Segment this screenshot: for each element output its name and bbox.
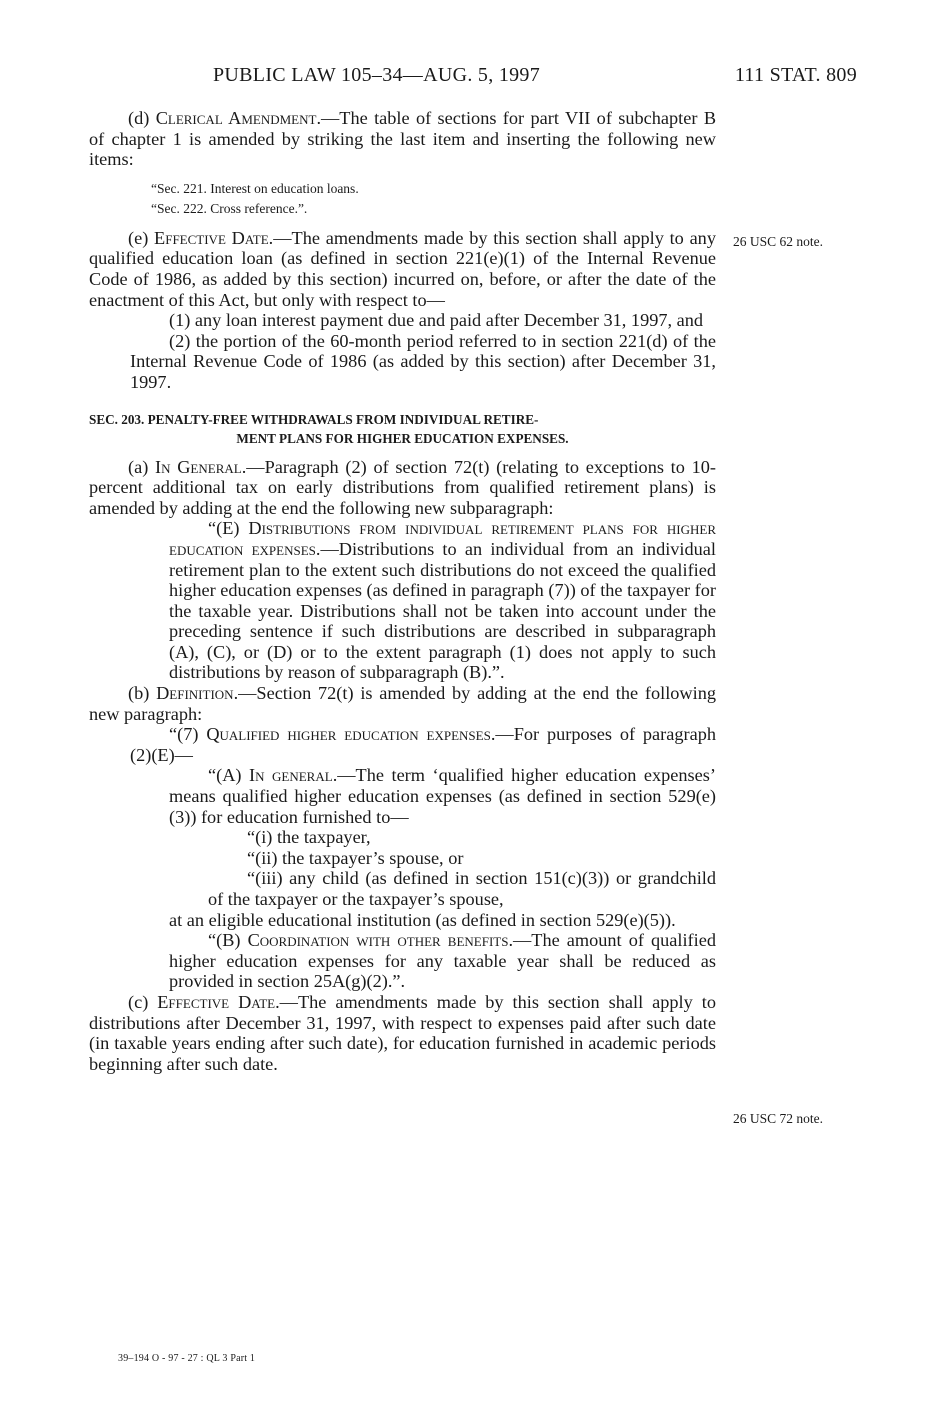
- label-prefix: “(7): [169, 724, 207, 745]
- subparagraph-A-tail: at an eligible educational institution (as defined in section 529(e)(5)).: [169, 909, 676, 930]
- clause-ii: “(ii) the taxpayer’s spouse, or: [247, 847, 464, 868]
- clause-iii: “(iii) any child (as defined in section 151(c)(3)) or grandchild of the taxpayer or the taxpayer’s spouse,: [208, 868, 716, 909]
- section-heading-line1: SEC. 203. PENALTY-FREE WITHDRAWALS FROM INDIVIDUAL RETIRE-: [89, 411, 539, 427]
- heading-in-general: In General: [155, 456, 242, 477]
- inserted-item: “Sec. 222. Cross reference.”.: [151, 200, 308, 216]
- paragraph-text: .—Section 72(t) is amended by adding at the end the following new paragraph:: [89, 683, 716, 724]
- paragraph-c: [89, 992, 716, 1074]
- paragraph-b: [89, 683, 716, 724]
- heading-in-general-2: In general: [249, 765, 333, 786]
- subparagraph-A: [89, 765, 716, 827]
- document-body: [89, 108, 716, 1074]
- section-heading: [89, 410, 716, 448]
- paragraph-e: [89, 228, 716, 310]
- paragraph-text: .—Paragraph (2) of section 72(t) (relating to exceptions to 10-percent additional tax on early distributions from qualified retirement plans) is amended by adding at the end the following new subparagraph:: [89, 456, 716, 518]
- print-footer: 39–194 O - 97 - 27 : QL 3 Part 1: [118, 1353, 256, 1364]
- running-header-title: PUBLIC LAW 105–34—AUG. 5, 1997: [213, 64, 541, 86]
- paragraph-a: [89, 457, 716, 519]
- list-item: (1) any loan interest payment due and paid after December 31, 1997, and: [169, 310, 704, 331]
- label-prefix: (d): [128, 108, 156, 128]
- label-prefix: “(A): [208, 765, 250, 786]
- label-prefix: “(B): [208, 930, 248, 951]
- running-header-page: 111 STAT. 809: [734, 64, 857, 86]
- paragraph-text: .—The amendments made by this section shall apply to distributions after December 31, 1997, with respect to expenses paid after such date (in taxable years ending after such date), for education furnished in academic periods beginning after such date.: [89, 991, 716, 1074]
- inserted-item: “Sec. 221. Interest on education loans.: [151, 180, 359, 196]
- paragraph-text: .—For purposes of paragraph (2)(E)—: [130, 724, 717, 765]
- heading-definition: Definition: [156, 683, 234, 704]
- clause-i: “(i) the taxpayer,: [247, 827, 371, 848]
- section-heading-line2: MENT PLANS FOR HIGHER EDUCATION EXPENSES.: [236, 430, 569, 446]
- heading-clerical-amendment: Clerical Amendment: [155, 108, 317, 128]
- paragraph-text: .—The term ‘qualified higher education expenses’ means qualified higher education expenses (as defined in section 529(e)(3)) for education furnished to—: [169, 765, 716, 827]
- paragraph-d: [89, 108, 716, 170]
- margin-note-1: 26 USC 62 note.: [733, 234, 824, 249]
- list-item: (2) the portion of the 60-month period referred to in section 221(d) of the Internal Revenue Code of 1986 (as added by this section) after December 31, 1997.: [130, 330, 716, 392]
- heading-qualified-expenses: Qualified higher education expenses: [206, 724, 491, 745]
- label-prefix: (c): [128, 991, 158, 1012]
- paragraph-text: .—The amendments made by this section shall apply to any qualified education loan (as defined in section 221(e)(1) of the Internal Revenue Code of 1986, as added by this section) incurred on, before, or after the date of the enactment of this Act, but only with respect to—: [89, 227, 716, 310]
- paragraph-7: [89, 724, 716, 765]
- margin-note-2: 26 USC 72 note.: [733, 1111, 824, 1126]
- label-prefix: (b): [128, 683, 157, 704]
- label-prefix: (a): [128, 456, 156, 477]
- heading-effective-date-2: Effective Date: [157, 991, 276, 1012]
- label-prefix: (e): [128, 227, 155, 248]
- heading-effective-date: Effective Date: [154, 227, 269, 248]
- heading-distributions: Distributions from individual retirement plans for higher education expenses: [169, 518, 716, 559]
- subparagraph-E: [89, 518, 716, 683]
- paragraph-text: .—The table of sections for part VII of subchapter B of chapter 1 is amended by striking the last item and inserting the following new items:: [89, 108, 717, 170]
- label-prefix: “(E): [208, 518, 249, 539]
- paragraph-text: .—Distributions to an individual from an individual retirement plan to the extent such distributions do not exceed the qualified higher education expenses (as defined in paragraph (7)) of the taxpayer for the taxable year. Distributions shall not be taken into account under the preceding sentence if such distributions are described in subparagraph (A), (C), or (D) or to the extent paragraph (1) does not apply to such distributions by reason of subparagraph (B).”.: [169, 538, 716, 683]
- heading-coordination: Coordination with other benefits: [247, 930, 509, 951]
- subparagraph-B: [89, 930, 716, 992]
- paragraph-text: .—The amount of qualified higher education expenses for any taxable year shall be reduced as provided in section 25A(g)(2).”.: [169, 930, 716, 992]
